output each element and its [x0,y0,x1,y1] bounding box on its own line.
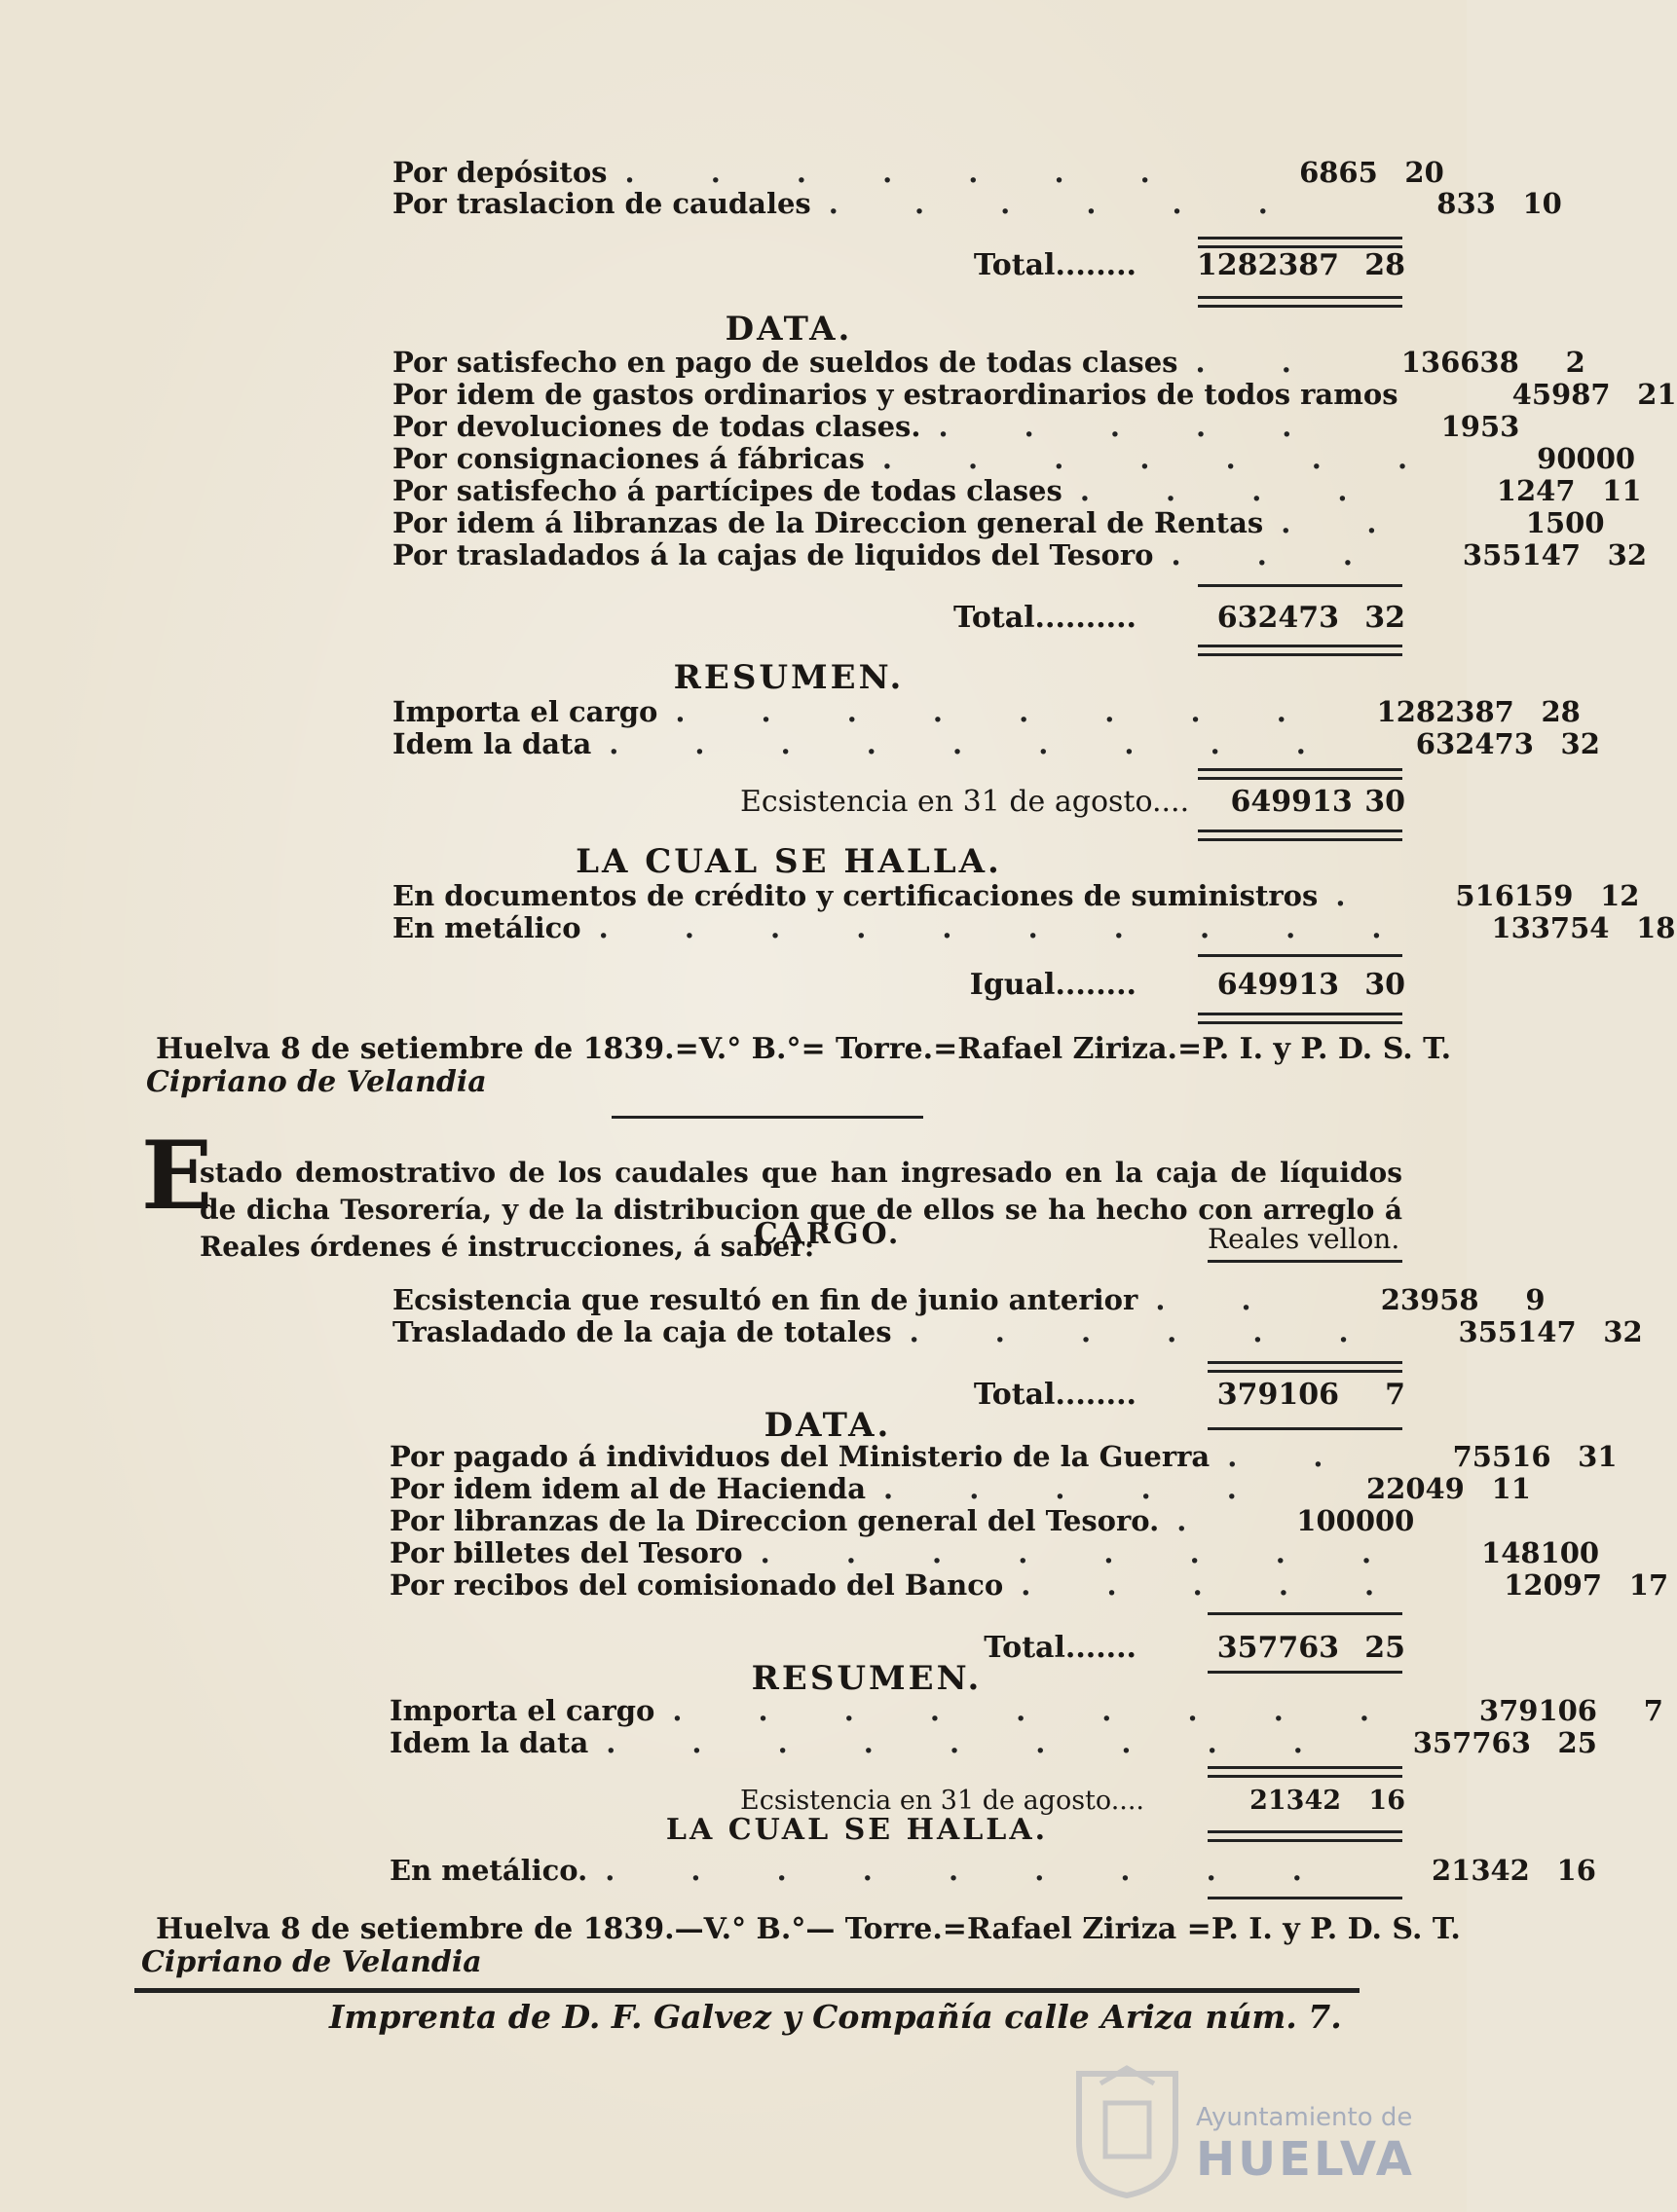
rule [1208,1897,1402,1899]
imprint-line: Imprenta de D. F. Galvez y Compañía calle Ariza núm. 7. [329,1998,1342,2036]
rule [1208,1260,1402,1263]
list-item: Por idem á libranzas de la Direccion general de Rentas . . 1500 [392,506,1605,539]
watermark-text: Ayuntamiento de HUELVA [1196,2103,1415,2187]
list-item: Por recibos del comisionado del Banco . . . . . 12097 17 [390,1568,1669,1602]
list-item: Por pagado á individuos del Ministerio de la Guerra . . 75516 31 [390,1440,1618,1473]
drop-cap: E [141,1121,213,1231]
list-item: Por idem de gastos ordinarios y estraordinarios de todos ramos 45987 21 [392,378,1677,411]
rule [1208,1671,1402,1674]
list-item: Por trasladados á la cajas de liquidos del Tesoro . . . 355147 32 [392,538,1647,571]
list-item: Por depósitos . . . . . . . 6865 20 [392,156,1444,189]
huelva-coat-of-arms-icon [1071,2064,1183,2200]
list-item: Idem la data . . . . . . . . . 632473 32 [392,727,1600,760]
total-row: Ecsistencia en 31 de agosto.... 649913 30 [740,785,1405,819]
list-item: Idem la data . . . . . . . . . 357763 25 [390,1726,1597,1759]
section-heading: LA CUAL SE HALLA. [576,842,1002,881]
rule [1198,584,1402,587]
list-item: Trasladado de la caja de totales . . . . . . 355147 32 [392,1315,1643,1348]
intro-paragraph: stado demostrativo de los caudales que han ingresado en la caja de líquidos de dicha Tesorería, y de la distribucion que de ellos se ha hecho con arreglo á Reales órdenes é instrucciones, á saber: [200,1157,1402,1263]
list-item: Importa el cargo . . . . . . . . 1282387 28 [392,695,1581,728]
list-item: Importa el cargo . . . . . . . . . 379106 7 [390,1694,1663,1727]
section-heading: LA CUAL SE HALLA. [665,1813,1049,1847]
list-item: Por idem idem al de Hacienda . . . . . 22049 11 [390,1472,1531,1505]
currency-label: Reales vellon. [1208,1223,1400,1255]
rule [1208,1427,1402,1430]
section-divider [612,1116,923,1119]
double-rule [1198,1013,1402,1024]
list-item: Por libranzas de la Direccion general del Tesoro. . 100000 [390,1504,1415,1537]
list-item: Por satisfecho en pago de sueldos de todas clases . . 136638 2 [392,346,1585,379]
list-item: Ecsistencia que resultó en fin de junio anterior . . 23958 9 [392,1283,1546,1316]
section-heading: CARGO. [754,1217,902,1251]
total-row: Total.......... 632473 32 [952,601,1405,635]
section-heading: RESUMEN. [751,1659,983,1698]
footer-rule [134,1988,1360,1993]
list-item: Por consignaciones á fábricas . . . . . . . 90000 [392,442,1636,475]
double-rule [1198,645,1402,656]
signature-name: Cipriano de Velandia [146,1065,487,1099]
signature-name: Cipriano de Velandia [141,1945,482,1979]
signature-line: Huelva 8 de setiembre de 1839.=V.° B.°= Torre.=Rafael Ziriza.=P. I. y P. D. S. T. [156,1032,1452,1066]
double-rule [1198,296,1402,308]
double-rule [1198,768,1402,780]
total-row: Total....... 357763 25 [984,1631,1405,1665]
rule [1208,1612,1402,1615]
list-item: Por billetes del Tesoro . . . . . . . . 148100 [390,1536,1600,1569]
total-row: Ecsistencia en 31 de agosto.... 21342 16 [740,1786,1405,1816]
double-rule [1208,1766,1402,1778]
list-item: Por satisfecho á partícipes de todas clases . . . . 1247 11 [392,474,1642,507]
section-heading: DATA. [725,310,853,349]
signature-line: Huelva 8 de setiembre de 1839.—V.° B.°— Torre.=Rafael Ziriza =P. I. y P. D. S. T. [156,1912,1461,1946]
list-item: En documentos de crédito y certificaciones de suministros . 516159 12 [392,879,1640,912]
rule [1198,954,1402,957]
total-row: Igual........ 649913 30 [969,968,1405,1002]
double-rule [1208,1830,1402,1842]
list-item: En metálico . . . . . . . . . . 133754 18 [392,911,1676,944]
list-item: Por traslacion de caudales . . . . . . 833 10 [392,187,1562,220]
section-heading: DATA. [764,1406,892,1445]
double-rule [1198,830,1402,841]
list-item: En metálico. . . . . . . . . . 21342 16 [390,1854,1596,1887]
double-rule [1208,1361,1402,1373]
double-rule [1198,237,1402,248]
section-heading: RESUMEN. [673,658,905,697]
total-row: Total........ 1282387 28 [973,248,1405,282]
list-item: Por devoluciones de todas clases. . . . . . 1953 [392,410,1520,443]
total-row: Total........ 379106 7 [973,1378,1405,1412]
